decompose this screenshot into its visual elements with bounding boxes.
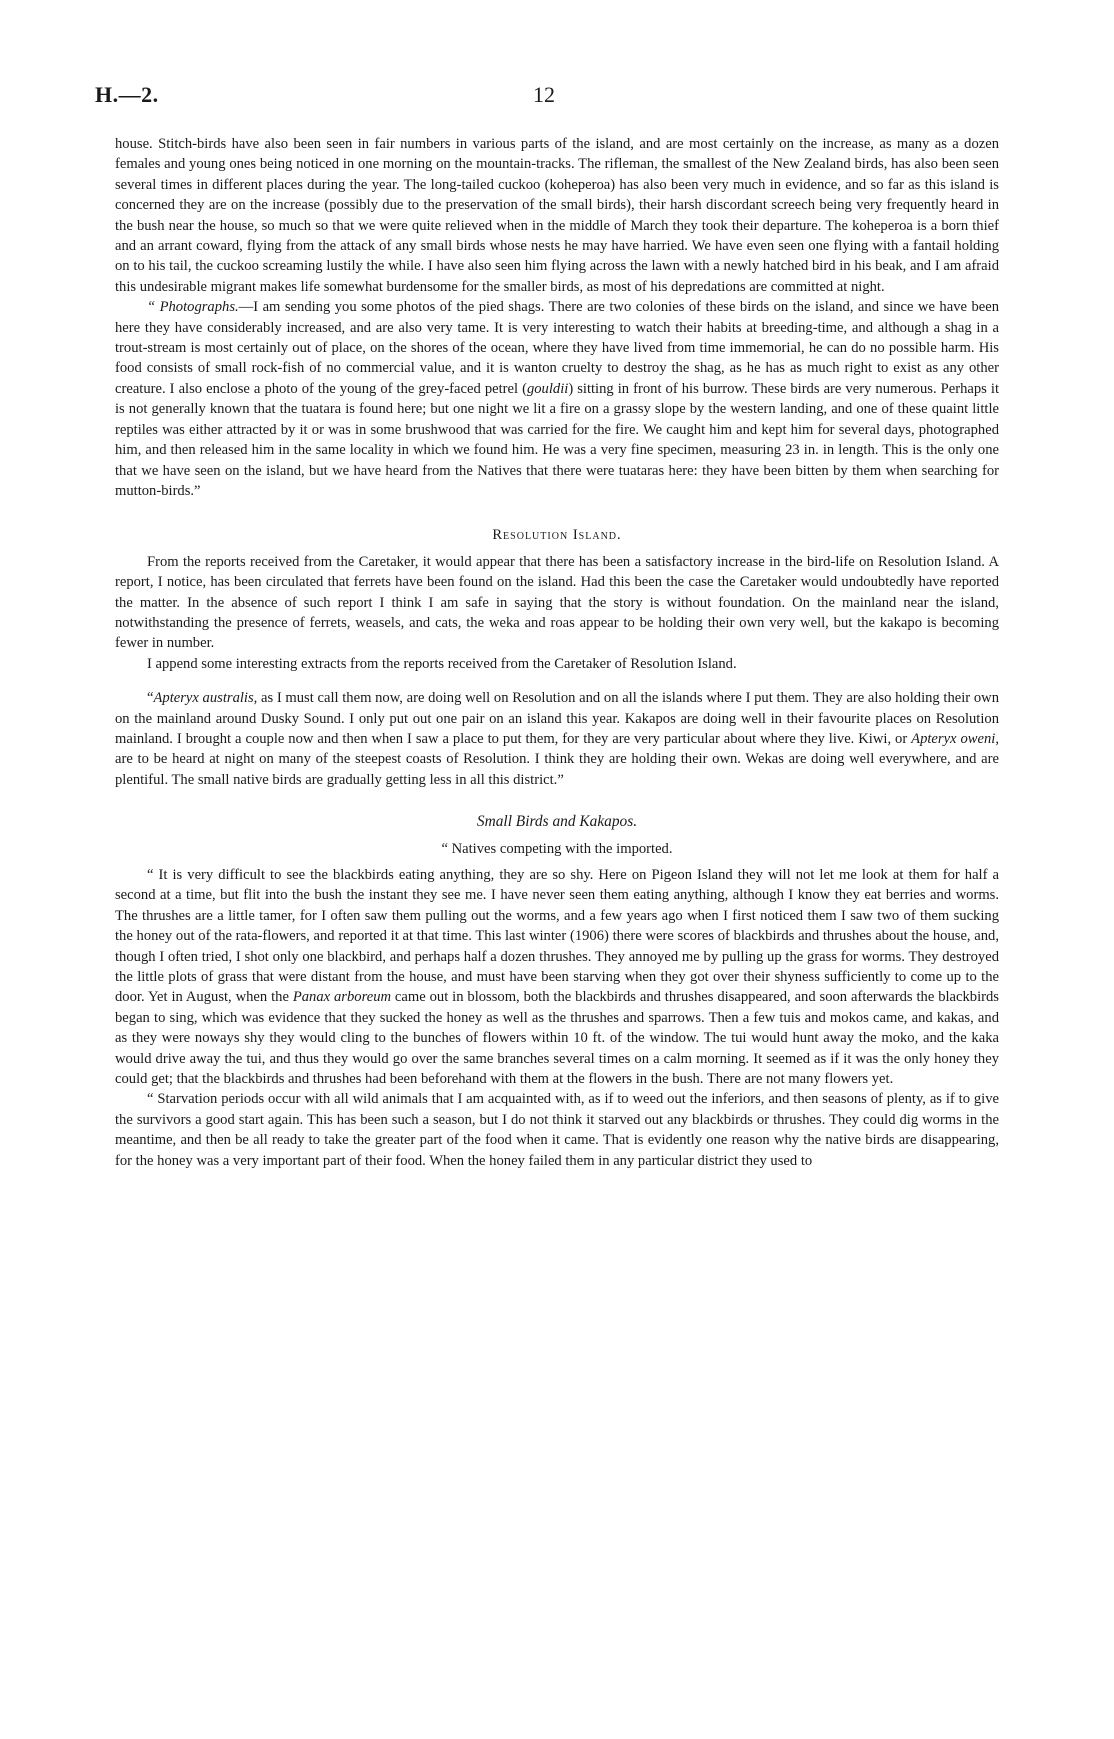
paragraph-photographs	[115, 297, 999, 501]
paragraph-blackbirds	[115, 865, 999, 1089]
paragraph-append: I append some interesting extracts from the reports received from the Caretaker of Resolution Island.	[147, 655, 737, 672]
photographs-text-end: ) sitting in front of his burrow. These birds are very numerous. Perhaps it is not generally known that the tuatara is found here; but one night we lit a fire on a grassy slope by the western landing, and one of these quaint little reptiles was either attracted by it or was in some brushwood that was carried for the fire. We caught him and kept him for several days, photographed him, and then released him in the same locality in which we found him. He was a very fine specimen, measuring 23 in. in length. This is the only one that we have seen on the island, but we have heard from the Natives that there were tuataras here: they have been bitten by them when searching for mutton-birds.”	[115, 380, 999, 499]
apteryx-text-1: as I must call them now, are doing well on Resolution and on all the islands where I put them. They are also holding their own on the mainland around Dusky Sound. I only put out one pair on an island this year. Kakapos are doing well in their favourite places on Resolution mainland. I brought a couple now and then when I saw a place to put them, for they are very particular about where they live. Kiwi, or	[115, 690, 999, 747]
paragraph-apteryx	[115, 688, 999, 790]
running-head	[95, 82, 999, 107]
apteryx-italic-1: Apteryx australis,	[153, 690, 258, 707]
body-text	[115, 134, 999, 1171]
apteryx-italic-2: Apteryx oweni,	[911, 730, 999, 747]
series-label: H.—2.	[95, 82, 159, 107]
paragraph-reports: From the reports received from the Caretaker, it would appear that there has been a satisfactory increase in the bird-life on Resolution Island. A report, I notice, has been circulated that ferrets have been found on the island. Had this been the case the Caretaker would undoubtedly have reported the matter. In the absence of such report I think I am safe in saying that the story is without foundation. On the mainland near the island, notwithstanding the presence of ferrets, weasels, and cats, the weka and roas appear to be holding their own very well, but the kakapo is becoming fewer in number.	[115, 553, 999, 652]
blackbirds-italic: Panax arboreum	[292, 989, 392, 1006]
photographs-text: —I am sending you some photos of the pied shags. There are two colonies of these birds on the island, and since we have been here they have considerably increased, and are also very tame. It is very interesting to watch their habits at breeding-time, and although a shag in a trout-stream is most certainly out of place, on the shores of the ocean, where they have lived from time immemorial, he can do no possible harm. His food consists of small rock-fish of no commercial value, and it is wanton cruelty to destroy the shag, as he has as much right to exist as any other creature. I also enclose a photo of the young of the grey-faced petrel (	[115, 299, 999, 397]
page-number: 12	[533, 82, 555, 107]
apteryx-text-end: are to be heard at night on many of the steepest coasts of Resolution. I think they are holding their own. Wekas are doing well everywhere, and are plentiful. The small native birds are gradually getting less in all this district.”	[115, 751, 999, 788]
section-heading-resolution-island: Resolution Island.	[492, 527, 622, 544]
paragraph-continued: house. Stitch-birds have also been seen in fair numbers in various parts of the island, and are most certainly on the increase, as many as a dozen females and young ones being noticed in one morning on the mountain-tracks. The rifleman, the smallest of the New Zealand birds, has also been seen several times in different places during the year. The long-tailed cuckoo (koheperoa) has also been very much in evidence, and so far as this island is concerned they are on the increase (possibly due to the preservation of the small birds), their harsh discordant screech being very frequently heard in the bush near the house, so much so that we were quite relieved when in the middle of March they took their departure. The koheperoa is a born thief and an arrant coward, flying from the attack of any small birds whose nests he may have harried. We have even seen one flying with a fantail holding on to his tail, the cuckoo screaming lustily the while. I have also seen him flying across the lawn with a newly hatched bird in his beak, and I am afraid this undesirable migrant makes life somewhat burdensome for the smaller birds, as most of his depredations are committed at night.	[115, 136, 999, 295]
paragraph-starvation: “ Starvation periods occur with all wild animals that I am acquainted with, as if to weed out the inferiors, and then seasons of plenty, as if to give the survivors a good start again. This has been such a season, but I do not think it starved out any blackbirds or thrushes. They could dig worms in the meantime, and then be all ready to take the greater part of the food when it came. That is evidently one reason why the native birds are disappearing, for the honey was a very important part of their food. When the honey failed them in any particular district they used to	[115, 1091, 999, 1169]
apteryx-open-quote: “	[147, 690, 154, 707]
blackbirds-text: “ It is very difficult to see the blackbirds eating anything, they are so shy. Here on Pigeon Island they will not let me look at them for half a second at a time, but flit into the bush the instant they see me. I have never seen them eating anything, although I know they eat berries and worms. The thrushes are a little tamer, for I often saw them pulling out the worms, and a few years ago when I first noticed them I saw two of them sucking the honey out of the rata-flowers, and reported it at that time. This last winter (1906) there were scores of blackbirds and thrushes about the house, and, though I often tried, I shot only one blackbird, and perhaps half a dozen thrushes. They annoyed me by pulling up the grass for worms. They destroyed the little plots of grass that were distant from the house, and must have been starving when they got over their shyness sufficiently to come up to the door. Yet in August, when the	[115, 867, 999, 1006]
section-heading-small-birds: Small Birds and Kakapos.	[476, 813, 638, 831]
spacer	[115, 674, 999, 688]
blackbirds-text-end: came out in blossom, both the blackbirds and thrushes disappeared, and soon afterwards the blackbirds began to sing, which was evidence that they sucked the honey as well as the thrushes and sparrows. Then a few tuis and mokos came, and kakas, and as they were noways shy they would cling to the bunches of flowers within 10 ft. of the window. The tui would hunt away the moko, and the kaka would drive away the tui, and thus they would go over the same branches several times on a calm morning. It seemed as if it was the only honey they could get; that the blackbirds and thrushes had been beforehand with them at the flowers in the bush. There are not many flowers yet.	[115, 989, 999, 1088]
photographs-italic: gouldii	[526, 380, 569, 397]
subheading-natives: “ Natives competing with the imported.	[441, 840, 673, 857]
photographs-lead: “ Photographs.	[147, 299, 239, 316]
